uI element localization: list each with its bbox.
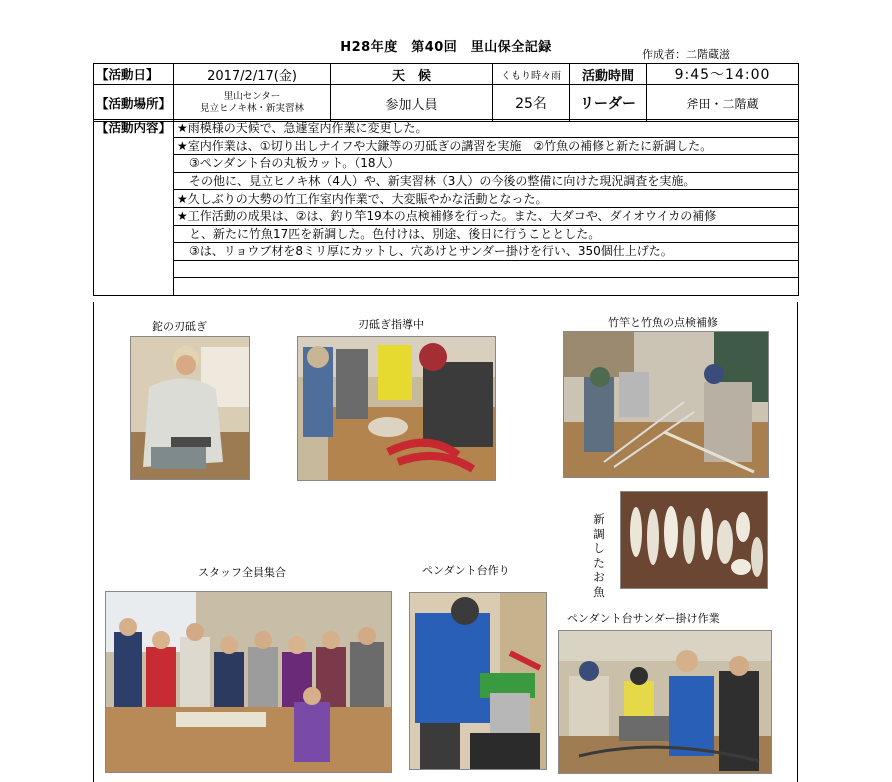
content-row xyxy=(94,172,799,190)
place-line-1: 里山センター xyxy=(223,91,281,102)
photo-rod-fish-repair xyxy=(563,331,769,478)
caption-pendant-making: ペンダント台作り xyxy=(422,564,510,577)
content-row xyxy=(94,207,799,225)
photo-pendant-making-image xyxy=(410,593,546,769)
photo-rod-fish-repair-image xyxy=(564,332,768,477)
content-line: ★雨模様の天候で、急遽室内作業に変更した。 xyxy=(174,120,799,138)
date-value: 2017/2/17(金) xyxy=(174,64,331,85)
content-row xyxy=(94,155,799,173)
photo-pendant-sanding-image xyxy=(559,631,771,773)
photo-hatchet-sharpening xyxy=(130,336,250,480)
content-line xyxy=(174,260,799,278)
content-row xyxy=(94,243,799,261)
header-row-date xyxy=(94,64,799,85)
place-label: 【活動場所】 xyxy=(94,85,174,122)
place-line-2: 見立ヒノキ林・新実習林 xyxy=(199,103,305,114)
caption-new-fish: 新調したお魚 xyxy=(593,512,605,599)
participants-label: 参加人員 xyxy=(331,85,493,122)
photo-staff-group xyxy=(105,591,392,773)
header-row-place xyxy=(94,85,799,122)
weather-label: 天 候 xyxy=(331,64,493,85)
content-row xyxy=(94,260,799,278)
caption-pendant-sanding: ペンダント台サンダー掛け作業 xyxy=(567,612,720,625)
content-table xyxy=(93,119,799,296)
content-row xyxy=(94,190,799,208)
photo-sharpening-instruction xyxy=(297,336,496,481)
content-line: ★室内作業は、①切り出しナイフや大鎌等の刃砥ぎの講習を実施 ②竹魚の補修と新たに新調した。 xyxy=(174,137,799,155)
content-label: 【活動内容】 xyxy=(94,120,174,296)
content-line xyxy=(174,278,799,296)
photo-sharpening-instruction-image xyxy=(298,337,495,480)
content-row xyxy=(94,137,799,155)
content-row xyxy=(94,225,799,243)
photo-staff-group-image xyxy=(106,592,391,772)
caption-sharpening-instruction: 刃砥ぎ指導中 xyxy=(358,318,424,331)
caption-rod-fish-repair: 竹竿と竹魚の点検補修 xyxy=(608,316,718,329)
photo-pendant-making xyxy=(409,592,547,770)
content-line: その他に、見立ヒノキ林（4人）や、新実習林（3人）の今後の整備に向けた現況調査を実施。 xyxy=(174,172,799,190)
photo-new-fish xyxy=(620,491,768,589)
participants-value: 25名 xyxy=(493,85,570,122)
document-author: 作成者：二階蔵滋 xyxy=(642,48,730,61)
content-row xyxy=(94,120,799,138)
document-title: H28年度 第40回 里山保全記録 xyxy=(340,40,552,55)
photo-new-fish-image xyxy=(621,492,767,588)
place-value xyxy=(174,85,331,122)
content-row xyxy=(94,278,799,296)
content-line: ★久しぶりの大勢の竹工作室内作業で、大変賑やかな活動となった。 xyxy=(174,190,799,208)
activity-time-label: 活動時間 xyxy=(570,64,647,85)
caption-hatchet-sharpening: 鉈の刃砥ぎ xyxy=(152,320,207,333)
caption-staff-group: スタッフ全員集合 xyxy=(198,566,286,579)
weather-value: くもり時々雨 xyxy=(493,64,570,85)
activity-time-value: 9:45～14:00 xyxy=(647,64,799,85)
content-line: ③は、リョウブ材を8ミリ厚にカットし、穴あけとサンダー掛けを行い、350個仕上げた。 xyxy=(174,243,799,261)
leader-value: 斧田・二階蔵 xyxy=(647,85,799,122)
photo-hatchet-sharpening-image xyxy=(131,337,249,479)
leader-label: リーダー xyxy=(570,85,647,122)
photo-pendant-sanding xyxy=(558,630,772,774)
content-line: と、新たに竹魚17匹を新調した。色付けは、別途、後日に行うこととした。 xyxy=(174,225,799,243)
date-label: 【活動日】 xyxy=(94,64,174,85)
content-line: ★工作活動の成果は、②は、釣り竿19本の点検補修を行った。また、大ダコや、ダイオウイカの補修 xyxy=(174,207,799,225)
content-line: ③ペンダント台の丸板カット。（18人） xyxy=(174,155,799,173)
header-table xyxy=(93,63,799,122)
